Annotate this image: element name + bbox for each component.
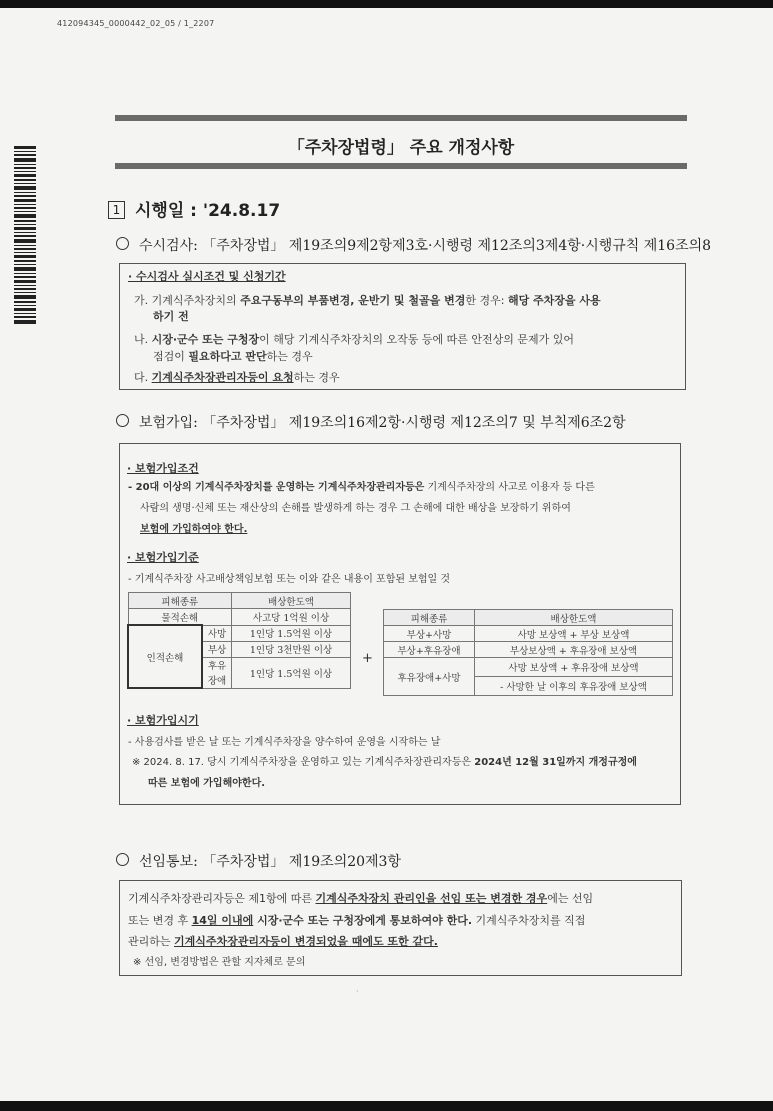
sec1-item-c xyxy=(134,369,340,385)
appointment-line3 xyxy=(128,933,438,949)
text: 또는 변경 후 xyxy=(128,914,192,927)
insurance-standard-title: · 보험가입기준 xyxy=(127,551,199,564)
sec1-ref: 「주차장법」 제19조의9제2항제3호·시행령 제12조의3제4항·시행규칙 제16조의8 xyxy=(202,238,712,254)
table-row xyxy=(384,642,673,658)
text-bold: 기계식주차장관리자등이 변경되었을 때에도 또한 같다. xyxy=(174,935,438,948)
appointment-line1 xyxy=(128,890,593,906)
table-cell: 피해종류 xyxy=(128,593,232,609)
table-cell: 인적손해 xyxy=(128,625,202,688)
text-bold: 기계식주차장관리자등이 요청 xyxy=(151,371,294,384)
section-heading xyxy=(108,196,280,221)
sec3-ref: 「주차장법」 제19조의20제3항 xyxy=(202,854,401,870)
text: 나. xyxy=(134,333,152,346)
text: 이 해당 기계식주차장치의 오작동 등에 따른 안전상의 문제가 있어 xyxy=(259,333,574,346)
sec3-prefix: 선임통보: xyxy=(139,854,198,870)
text: 점검이 xyxy=(153,350,189,363)
sec1-prefix: 수시검사: xyxy=(139,238,198,254)
circle-bullet-icon xyxy=(116,853,129,866)
appointment-line2 xyxy=(128,912,585,928)
bottom-border xyxy=(0,1101,773,1111)
insurance-timing-line3: 따른 보험에 가입해야한다. xyxy=(148,778,266,789)
text: 기계식주차장치를 직접 xyxy=(472,914,586,927)
table-cell: 배상한도액 xyxy=(475,610,673,626)
text-bold: 시장·군수 또는 구청장에게 통보하여야 한다. xyxy=(253,914,473,927)
text: 한 경우: xyxy=(465,294,508,307)
heading-label: 시행일 : '24.8.17 xyxy=(135,201,281,221)
table-cell: 사망 보상액 + 후유장애 보상액 xyxy=(475,658,673,677)
table-header xyxy=(128,593,351,609)
text-bold: 필요하다고 판단 xyxy=(188,350,267,363)
sec1-item-b-cont xyxy=(153,348,313,364)
text-bold: 주요구동부의 부품변경, 운반기 및 철골을 변경 xyxy=(240,294,466,307)
table-cell: 1인당 1.5억원 이상 xyxy=(232,657,351,688)
sec1-item-b xyxy=(134,331,574,347)
text: ※ 2024. 8. 17. 당시 기계식주차장을 운영하고 있는 기계식주차장관리자등은 xyxy=(132,757,475,768)
table-cell: 사망 보상액 + 부상 보상액 xyxy=(475,626,673,642)
text: 하는 경우 xyxy=(293,371,340,384)
text: 에는 선임 xyxy=(547,892,594,905)
table-header xyxy=(384,610,673,626)
text: 관리하는 xyxy=(128,935,175,948)
table-row xyxy=(384,658,673,677)
text-bold: 시장·군수 또는 구청장 xyxy=(151,333,260,346)
damage-table-2 xyxy=(383,609,673,696)
table-cell: 물적손해 xyxy=(128,609,232,626)
table-cell: 사망 xyxy=(202,625,232,641)
table-cell: 부상 xyxy=(202,641,232,657)
sec2-prefix: 보험가입: xyxy=(139,415,198,431)
table-cell: 배상한도액 xyxy=(232,593,351,609)
sec3-line xyxy=(116,851,401,871)
insurance-condition-title: · 보험가입조건 xyxy=(127,462,199,475)
text: 하는 경우 xyxy=(266,350,313,363)
text-bold: 해당 주차장을 사용 xyxy=(507,294,601,307)
text: 가. 기계식주차장치의 xyxy=(134,294,241,307)
sec2-line xyxy=(116,412,626,432)
table-cell: - 사망한 날 이후의 후유장애 보상액 xyxy=(475,677,673,696)
text: 다. xyxy=(134,371,152,384)
damage-table-1 xyxy=(127,592,351,689)
insurance-timing-line1: - 사용검사를 받은 날 또는 기계식주차장을 양수하여 운영을 시작하는 날 xyxy=(128,737,441,748)
sec2-ref: 「주차장법」 제19조의16제2항·시행령 제12조의7 및 부칙제6조2항 xyxy=(202,415,626,431)
insurance-standard-line1: - 기계식주차장 사고배상책임보험 또는 이와 같은 내용이 포함된 보험일 것 xyxy=(128,574,451,585)
insurance-timing-line2 xyxy=(132,753,637,768)
insurance-condition-line3: 보험에 가입하여야 한다. xyxy=(140,524,248,535)
text-bold: 기계식주차장치 관리인을 선임 또는 변경한 경우 xyxy=(315,892,548,905)
table-cell: 장애 xyxy=(202,673,232,689)
table-cell: 1인당 1.5억원 이상 xyxy=(232,625,351,641)
stray-mark: · xyxy=(356,987,359,996)
table-cell: 사고당 1억원 이상 xyxy=(232,609,351,626)
insurance-timing-title: · 보험가입시기 xyxy=(127,714,199,727)
document-id: 412094345_0000442_02_05 / 1_2207 xyxy=(57,19,215,28)
table-cell: 부상+후유장애 xyxy=(384,642,475,658)
table-row xyxy=(384,626,673,642)
sec1-line xyxy=(116,235,711,255)
table-cell: 부상보상액 + 후유장애 보상액 xyxy=(475,642,673,658)
table-row xyxy=(128,625,351,641)
table-cell: 부상+사망 xyxy=(384,626,475,642)
text: 기계식주차장의 사고로 이용자 등 다른 xyxy=(424,482,595,493)
table-cell: 피해종류 xyxy=(384,610,475,626)
table-cell: 후유장애+사망 xyxy=(384,658,475,696)
barcode xyxy=(14,146,36,324)
circle-bullet-icon xyxy=(116,414,129,427)
text-bold: - 20대 이상의 기계식주차장치를 운영하는 기계식주차장관리자등은 xyxy=(128,482,425,493)
table-cell: 후유 xyxy=(202,657,232,673)
page-title: 「주차장법령」 주요 개정사항 xyxy=(287,138,515,158)
text-bold: 14일 이내에 xyxy=(191,914,254,927)
title-bottom-rule xyxy=(115,163,687,169)
top-border xyxy=(0,0,773,8)
text: 기계식주차장관리자등은 제1항에 따른 xyxy=(128,892,316,905)
title-top-rule xyxy=(115,115,687,121)
section-number: 1 xyxy=(108,201,125,219)
circle-bullet-icon xyxy=(116,237,129,250)
insurance-condition-line1 xyxy=(128,478,595,493)
table-row xyxy=(128,609,351,626)
table-cell: 1인당 3천만원 이상 xyxy=(232,641,351,657)
text-bold: 2024년 12월 31일까지 개정규정에 xyxy=(474,757,637,768)
sec1-item-a xyxy=(134,292,601,308)
appointment-note: ※ 선임, 변경방법은 관할 지자체로 문의 xyxy=(133,957,306,968)
plus-sign: + xyxy=(362,651,373,666)
sec1-box-title: · 수시검사 실시조건 및 신청기간 xyxy=(128,270,286,283)
sec1-item-a-cont: 하기 전 xyxy=(153,310,189,323)
insurance-condition-line2: 사람의 생명·신체 또는 재산상의 손해를 발생하게 하는 경우 그 손해에 대한 배상을 보장하기 위하여 xyxy=(140,503,571,514)
